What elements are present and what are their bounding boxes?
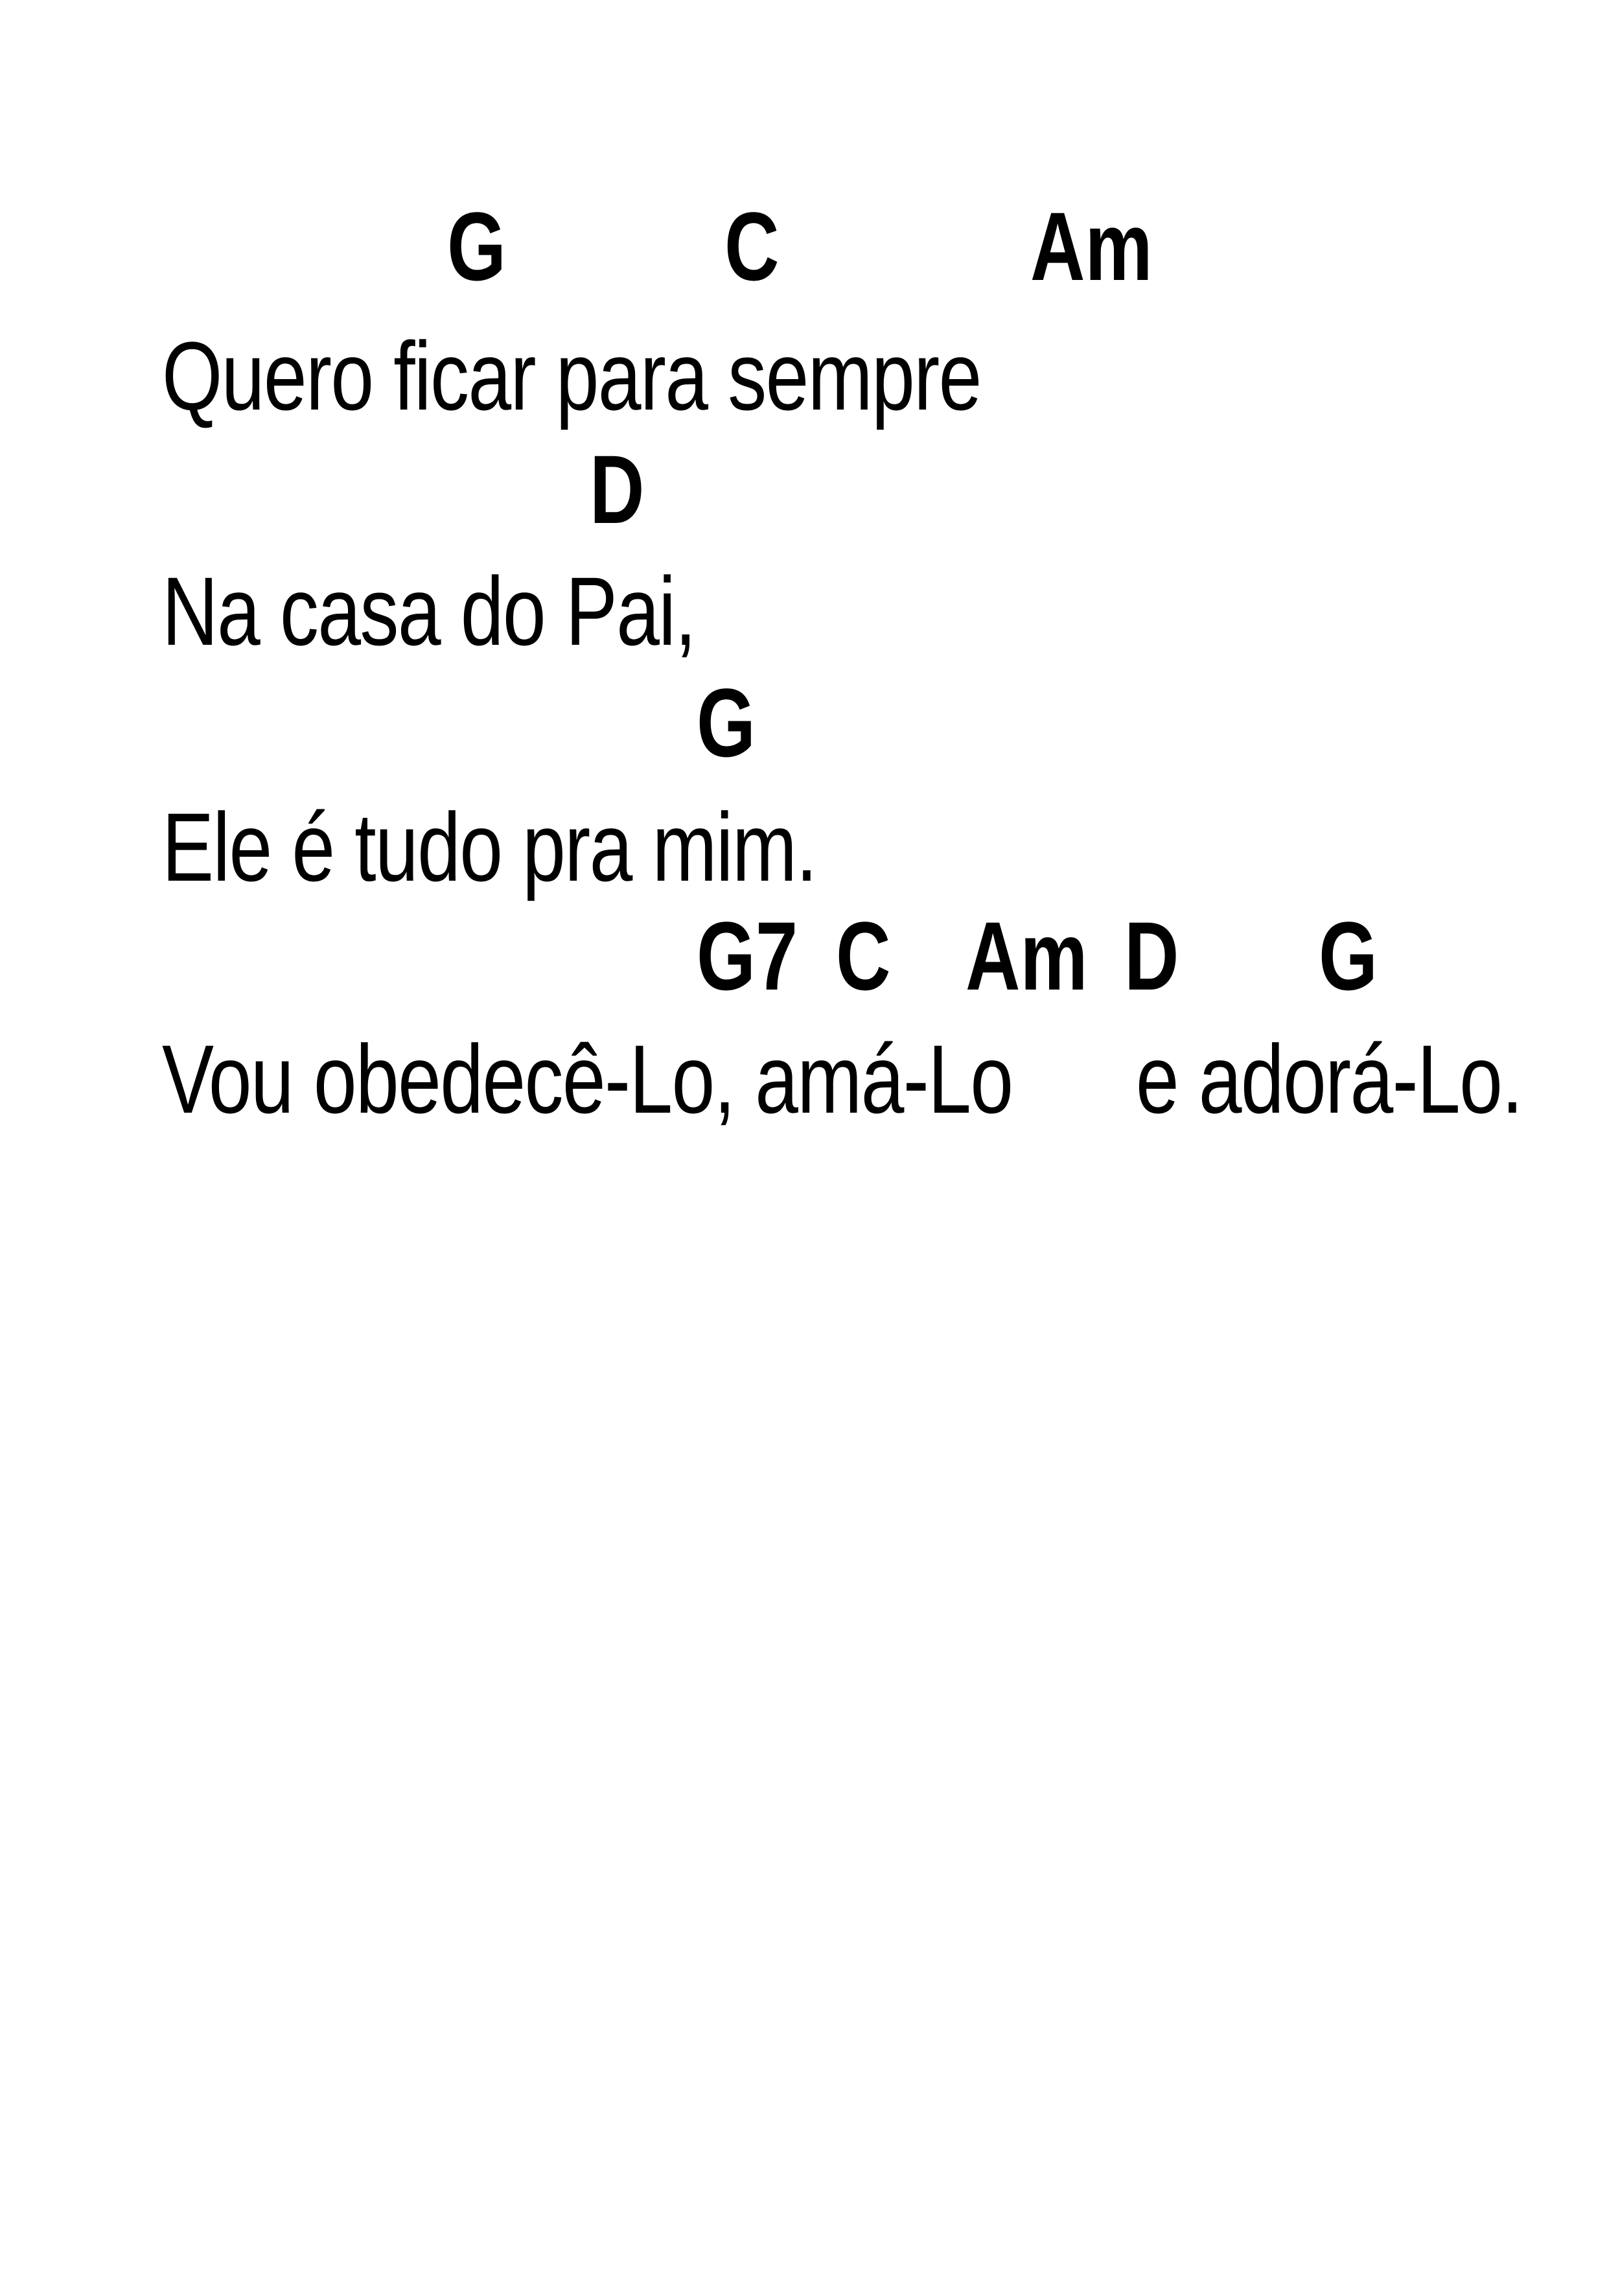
chord: D	[1124, 901, 1179, 1010]
chord: Am	[1030, 192, 1153, 301]
lyric-line: Vou obedecê-Lo, amá-Lo e adorá-Lo.	[162, 1025, 1523, 1133]
chord: G	[447, 192, 507, 301]
chord: G	[697, 668, 756, 777]
chord: G	[1319, 901, 1378, 1010]
chord: C	[724, 192, 780, 301]
chord: C	[836, 901, 891, 1010]
lyric-line: Na casa do Pai,	[162, 557, 696, 666]
chord: Am	[965, 901, 1088, 1010]
chord: G7	[697, 901, 798, 1010]
lyric-line: Quero ficar para sempre	[162, 321, 981, 430]
chord: D	[590, 435, 645, 544]
lyric-line: Ele é tudo pra mim.	[162, 793, 817, 901]
